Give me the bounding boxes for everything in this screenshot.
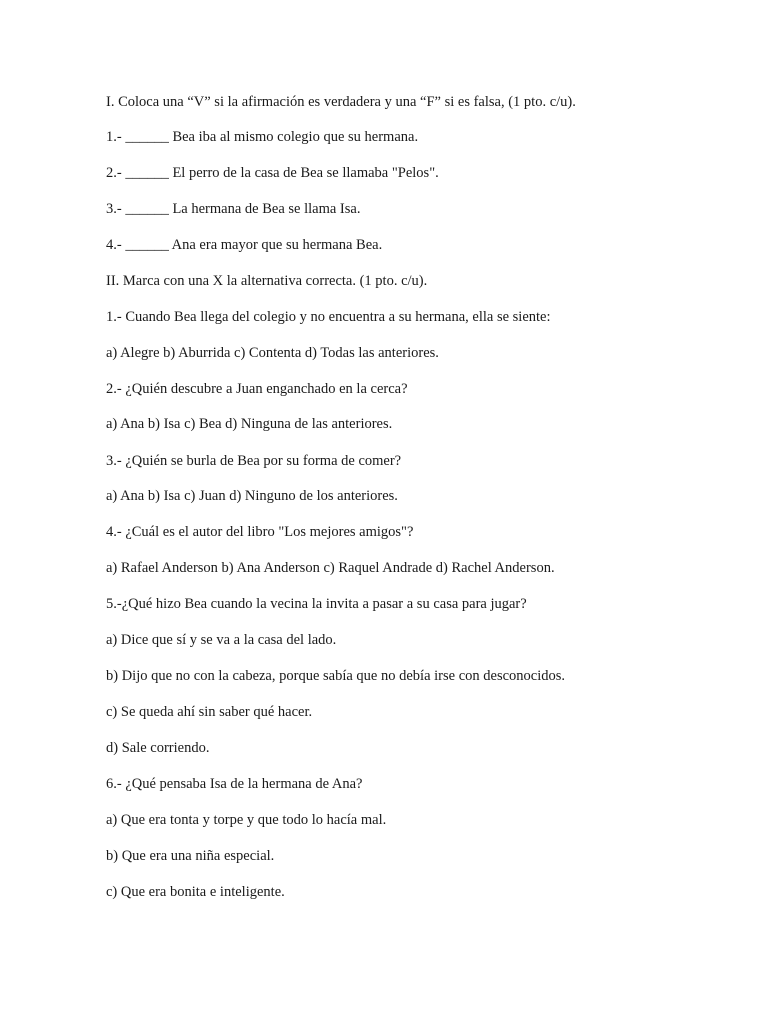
question-4: 4.- ¿Cuál es el autor del libro "Los mejores amigos"? <box>106 524 414 540</box>
question-1: 1.- Cuando Bea llega del colegio y no encuentra a su hermana, ella se siente: <box>106 309 551 325</box>
tf-item-3: 3.- ______ La hermana de Bea se llama Isa. <box>106 201 361 217</box>
question-5-option-c: c) Se queda ahí sin saber qué hacer. <box>106 704 313 720</box>
question-3-options: a) Ana b) Isa c) Juan d) Ninguno de los anteriores. <box>106 488 398 504</box>
tf-item-4: 4.- ______ Ana era mayor que su hermana Bea. <box>106 237 383 253</box>
question-2-options: a) Ana b) Isa c) Bea d) Ninguna de las anteriores. <box>106 416 393 432</box>
section-2-heading: II. Marca con una X la alternativa correcta. (1 pto. c/u). <box>106 273 428 289</box>
section-1-heading: I. Coloca una “V” si la afirmación es verdadera y una “F” si es falsa, (1 pto. c/u). <box>106 94 576 110</box>
question-6-option-c: c) Que era bonita e inteligente. <box>106 884 285 900</box>
question-5: 5.-¿Qué hizo Bea cuando la vecina la invita a pasar a su casa para jugar? <box>106 596 527 612</box>
question-5-option-a: a) Dice que sí y se va a la casa del lado. <box>106 632 337 648</box>
tf-item-2: 2.- ______ El perro de la casa de Bea se llamaba "Pelos". <box>106 165 439 181</box>
question-6-option-b: b) Que era una niña especial. <box>106 848 275 864</box>
question-1-options: a) Alegre b) Aburrida c) Contenta d) Todas las anteriores. <box>106 345 439 361</box>
question-4-options: a) Rafael Anderson b) Ana Anderson c) Raquel Andrade d) Rachel Anderson. <box>106 560 555 576</box>
question-3: 3.- ¿Quién se burla de Bea por su forma de comer? <box>106 453 402 469</box>
question-6: 6.- ¿Qué pensaba Isa de la hermana de Ana? <box>106 776 363 792</box>
question-5-option-b: b) Dijo que no con la cabeza, porque sabía que no debía irse con desconocidos. <box>106 668 566 684</box>
question-5-option-d: d) Sale corriendo. <box>106 740 210 756</box>
question-2: 2.- ¿Quién descubre a Juan enganchado en la cerca? <box>106 381 408 397</box>
tf-item-1: 1.- ______ Bea iba al mismo colegio que su hermana. <box>106 129 419 145</box>
question-6-option-a: a) Que era tonta y torpe y que todo lo hacía mal. <box>106 812 387 828</box>
